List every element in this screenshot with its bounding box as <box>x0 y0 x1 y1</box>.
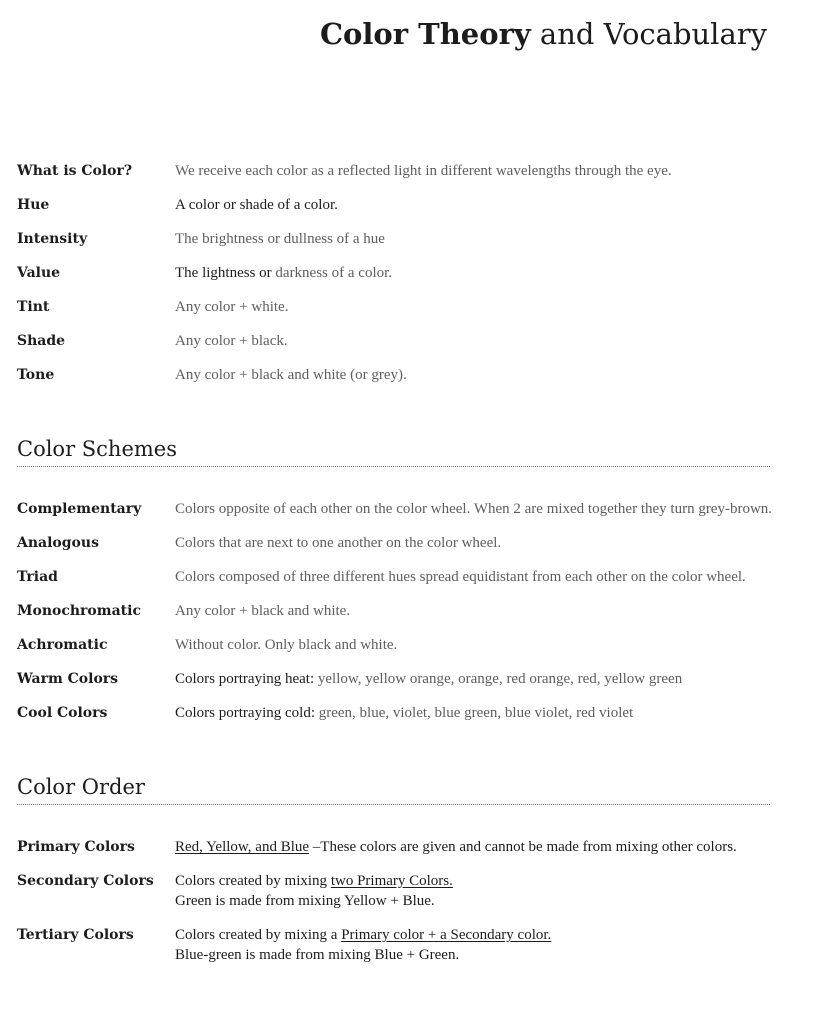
term-label: Hue <box>17 197 50 213</box>
definition-row <box>17 871 838 911</box>
term-label: Tint <box>17 299 50 315</box>
definition-text <box>175 601 350 621</box>
vocabulary-list <box>17 161 838 385</box>
definition-text <box>175 925 551 965</box>
definition-text <box>175 499 772 519</box>
term-label: Primary Colors <box>17 839 135 855</box>
dotted-divider <box>17 466 770 467</box>
definition-text <box>175 703 633 723</box>
definition-segment: yellow, yellow orange, orange, red orange, red, yellow green <box>314 671 683 687</box>
term-label: Monochromatic <box>17 603 141 619</box>
definition-segment: –These colors are given and cannot be made from mixing other colors. <box>309 839 737 855</box>
definition-segment: Any color + black and white (or grey). <box>175 367 407 383</box>
term-label: Achromatic <box>17 637 108 653</box>
term-label: Analogous <box>17 535 99 551</box>
term-label: Cool Colors <box>17 705 108 721</box>
definition-segment: Colors created by mixing <box>175 873 331 889</box>
definition-row <box>17 331 838 351</box>
definition-row <box>17 669 838 689</box>
definition-row <box>17 499 838 519</box>
definition-row <box>17 195 838 215</box>
definition-text <box>175 161 672 181</box>
dotted-divider <box>17 804 770 805</box>
definition-text <box>175 871 453 911</box>
term-label: Secondary Colors <box>17 873 154 889</box>
definition-segment: Colors that are next to one another on the color wheel. <box>175 535 502 551</box>
definition-segment: Blue-green is made from mixing Blue + Green. <box>175 947 460 963</box>
section-color-schemes <box>0 435 838 723</box>
term-label: Complementary <box>17 501 142 517</box>
term-label: Triad <box>17 569 58 585</box>
definition-row <box>17 837 838 857</box>
definition-segment: Any color + black and white. <box>175 603 351 619</box>
term-label: What is Color? <box>17 163 133 179</box>
definition-row <box>17 635 838 655</box>
term-label: Shade <box>17 333 66 349</box>
term-label: Value <box>17 265 61 281</box>
definition-segment: Colors portraying cold: <box>175 705 315 721</box>
definition-text <box>175 669 682 689</box>
definition-row <box>17 567 838 587</box>
definition-row <box>17 161 838 181</box>
definition-row <box>17 263 838 283</box>
definition-text <box>175 533 501 553</box>
definition-text <box>175 635 397 655</box>
color-schemes-heading: Color Schemes <box>17 437 178 461</box>
definition-text <box>175 365 407 385</box>
page-title <box>0 0 838 53</box>
definition-segment: Colors created by mixing a <box>175 927 342 943</box>
definition-row <box>17 297 838 317</box>
definition-row <box>17 365 838 385</box>
term-label: Intensity <box>17 231 88 247</box>
definition-text <box>175 331 288 351</box>
definition-segment: The brightness or dullness of a hue <box>175 231 385 247</box>
definition-text <box>175 567 746 587</box>
definition-segment: Colors composed of three different hues spread equidistant from each other on the color wheel. <box>175 569 746 585</box>
definition-text <box>175 229 385 249</box>
definition-segment: Any color + white. <box>175 299 289 315</box>
definition-segment: darkness of a color. <box>275 265 393 281</box>
definition-segment: Without color. Only black and white. <box>175 637 398 653</box>
term-label: Warm Colors <box>17 671 119 687</box>
color-order-list <box>17 837 838 965</box>
definition-segment: Colors portraying heat: <box>175 671 315 687</box>
definition-row <box>17 601 838 621</box>
title-regular-text: and Vocabulary <box>530 17 767 51</box>
definition-segment: Primary color + a Secondary color. <box>341 927 552 943</box>
definition-row <box>17 925 838 965</box>
definition-segment: Red, Yellow, and Blue <box>175 839 310 855</box>
definition-row <box>17 703 838 723</box>
term-label: Tertiary Colors <box>17 927 134 943</box>
color-schemes-list <box>17 499 838 723</box>
section-color-order <box>0 773 838 965</box>
definition-segment: Green is made from mixing Yellow + Blue. <box>175 893 435 909</box>
definition-segment: Colors opposite of each other on the color wheel. When 2 are mixed together they turn grey-brown. <box>175 501 773 517</box>
definition-segment: Any color + black. <box>175 333 288 349</box>
definition-text <box>175 263 392 283</box>
definition-segment: The lightness or <box>175 265 276 281</box>
color-order-heading: Color Order <box>17 775 145 799</box>
definition-text <box>175 297 288 317</box>
definition-segment: two Primary Colors. <box>330 873 453 889</box>
definition-segment: A color or shade of a color. <box>175 197 338 213</box>
title-bold-text: Color Theory <box>319 17 531 51</box>
definition-text <box>175 195 338 215</box>
definition-row <box>17 229 838 249</box>
term-label: Tone <box>17 367 55 383</box>
definition-row <box>17 533 838 553</box>
definition-segment: We receive each color as a reflected light in different wavelengths through the eye. <box>175 163 672 179</box>
definition-segment: green, blue, violet, blue green, blue violet, red violet <box>314 705 634 721</box>
definition-text <box>175 837 737 857</box>
